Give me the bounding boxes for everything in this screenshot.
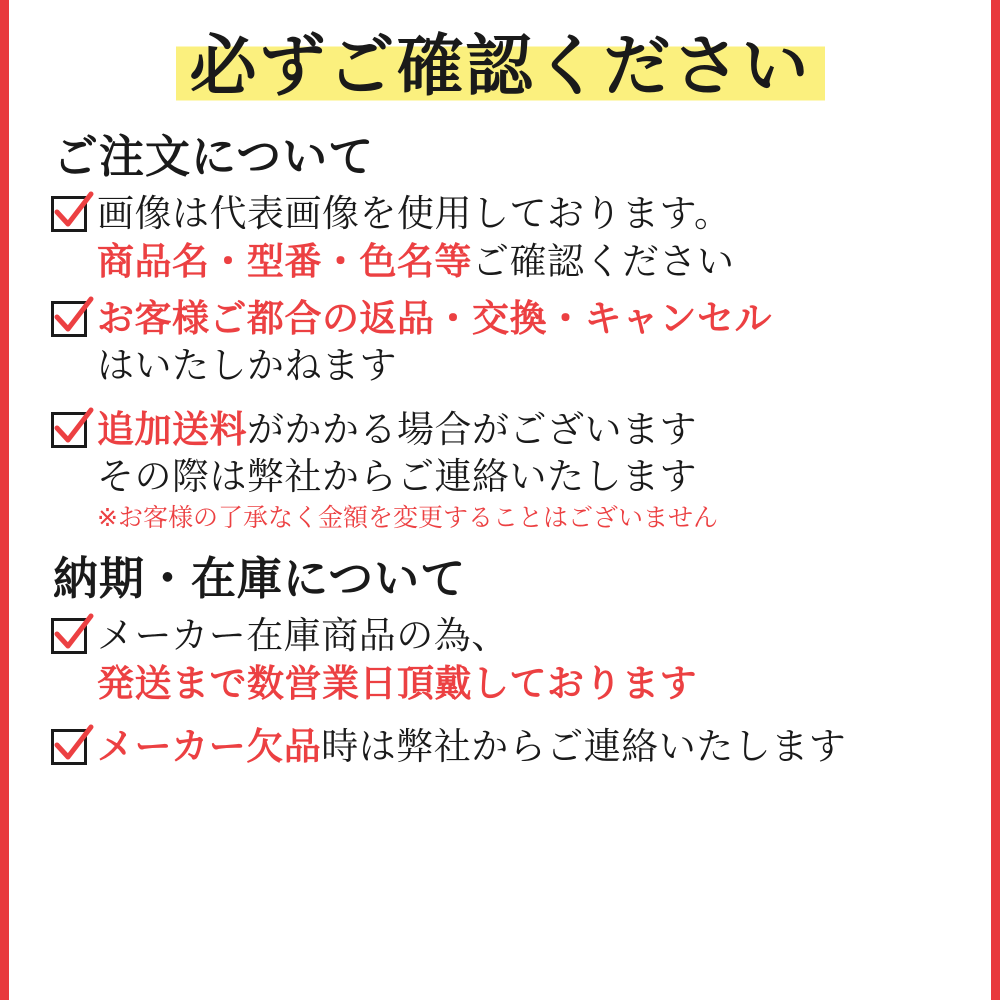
list-item-text [97, 723, 961, 770]
list-item [39, 406, 961, 535]
list-line-red: 追加送料 [97, 407, 247, 451]
list-line-red: メーカー欠品 [97, 725, 322, 769]
checkbox-checked-icon [51, 618, 91, 658]
checkbox-checked-icon [51, 301, 91, 341]
list-line [97, 406, 961, 453]
section-order [39, 130, 961, 534]
list-line-red: 商品名・型番・色名等 [97, 239, 472, 283]
checkbox-checked-icon [51, 196, 91, 236]
list-line [97, 238, 961, 285]
section-delivery [39, 552, 961, 770]
page-title: 必ずご確認ください [176, 30, 825, 106]
list-item-text [97, 295, 961, 390]
section-heading-delivery: 納期・在庫について [53, 552, 467, 606]
list-line-note: ※お客様の了承なく金額を変更することはございません [97, 503, 718, 533]
list-line: はいたしかねます [97, 344, 397, 388]
list-item [39, 190, 961, 285]
list-line: その際は弊社からご連絡いたします [97, 455, 697, 499]
notice-content [9, 0, 991, 1000]
list-item-text [97, 406, 961, 535]
list-item [39, 723, 961, 770]
list-item-text [97, 190, 961, 285]
list-line: 発送まで数営業日頂戴しております [97, 661, 697, 705]
list-line-black: がかかる場合がございます [247, 407, 697, 451]
list-line: お客様ご都合の返品・交換・キャンセル [97, 297, 772, 341]
list-item [39, 295, 961, 390]
list-line: 画像は代表画像を使用しております。 [97, 192, 732, 236]
checkbox-checked-icon [51, 412, 91, 452]
page-title-wrapper [39, 27, 961, 106]
list-item-text [97, 612, 961, 707]
checkbox-checked-icon [51, 729, 91, 769]
list-line-black: ご確認ください [472, 239, 735, 283]
list-item [39, 612, 961, 707]
list-line [97, 723, 961, 770]
list-line: メーカー在庫商品の為、 [97, 614, 509, 658]
list-line-black: 時は弊社からご連絡いたします [321, 725, 847, 769]
section-heading-order: ご注文について [53, 130, 375, 184]
